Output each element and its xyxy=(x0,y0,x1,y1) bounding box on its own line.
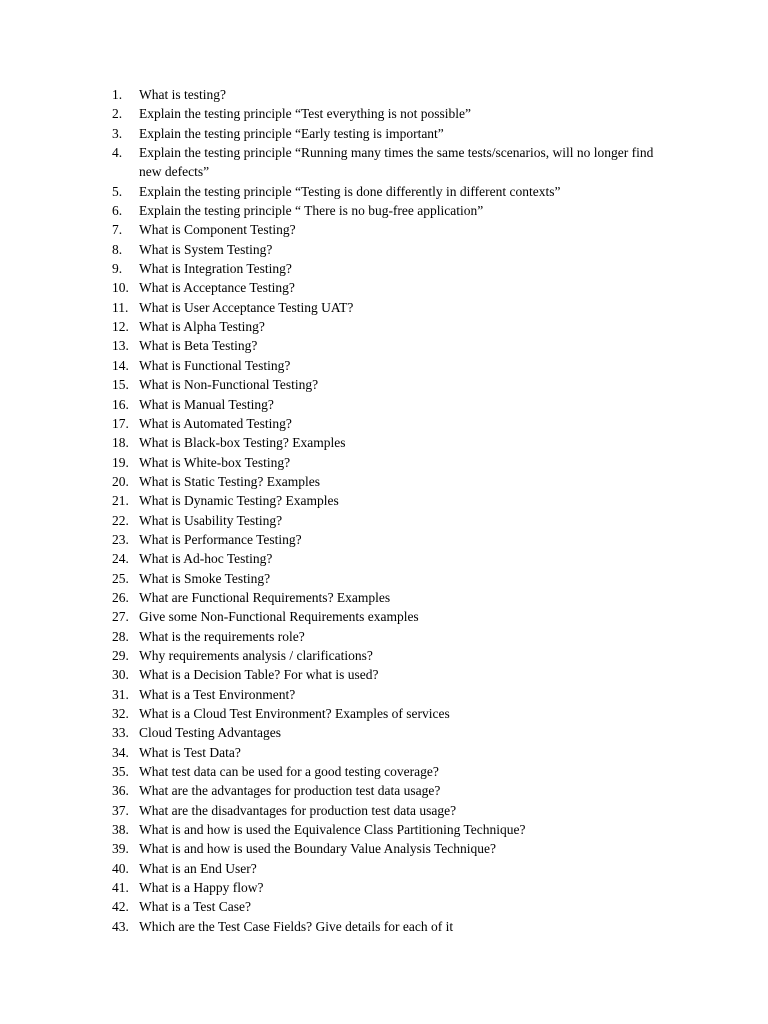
question-text: What is and how is used the Equivalence Class Partitioning Technique? xyxy=(139,822,526,838)
question-text: Explain the testing principle “Testing is done differently in different contexts” xyxy=(139,183,561,199)
question-number: 21. xyxy=(112,493,129,509)
question-text: What is Black-box Testing? Examples xyxy=(139,435,346,451)
question-item xyxy=(112,298,672,317)
question-item xyxy=(112,820,672,839)
question-number: 35. xyxy=(112,764,129,780)
question-text: What is a Cloud Test Environment? Examples of services xyxy=(139,706,450,721)
question-number: 30. xyxy=(112,667,129,683)
question-text: What is Manual Testing? xyxy=(139,396,274,412)
question-item xyxy=(112,414,672,433)
question-number: 22. xyxy=(112,512,129,528)
question-number: 37. xyxy=(112,802,129,818)
question-text: What are the disadvantages for production test data usage? xyxy=(139,802,457,818)
question-item xyxy=(112,220,672,239)
question-item xyxy=(112,897,672,916)
question-text: What is Test Data? xyxy=(139,744,241,760)
question-list xyxy=(112,85,672,936)
question-text: What is Automated Testing? xyxy=(139,415,292,431)
question-item xyxy=(112,259,672,278)
question-number: 42. xyxy=(112,899,129,915)
question-number: 19. xyxy=(112,454,129,470)
question-item xyxy=(112,472,672,491)
question-item xyxy=(112,85,672,104)
question-item xyxy=(112,627,672,646)
question-item xyxy=(112,607,672,626)
question-text: What is User Acceptance Testing UAT? xyxy=(139,299,354,315)
question-text: What is a Decision Table? For what is used? xyxy=(139,667,379,683)
question-item xyxy=(112,646,672,665)
question-text: What is Acceptance Testing? xyxy=(139,280,295,296)
question-text: What is Ad-hoc Testing? xyxy=(139,551,273,567)
question-text: What is Integration Testing? xyxy=(139,261,292,277)
question-item xyxy=(112,278,672,297)
question-item xyxy=(112,801,672,820)
question-text: What test data can be used for a good testing coverage? xyxy=(139,764,439,780)
question-number: 6. xyxy=(112,203,123,219)
question-item xyxy=(112,839,672,858)
question-text: Explain the testing principle “Early testing is important” xyxy=(139,125,444,141)
question-number: 38. xyxy=(112,822,129,838)
question-number: 16. xyxy=(112,396,129,412)
question-text: What is a Test Case? xyxy=(139,899,252,915)
question-number: 40. xyxy=(112,860,129,876)
question-number: 18. xyxy=(112,435,129,451)
question-item xyxy=(112,143,672,182)
question-number: 4. xyxy=(112,145,123,161)
question-number: 14. xyxy=(112,357,129,373)
question-text: Cloud Testing Advantages xyxy=(139,725,282,741)
question-item xyxy=(112,549,672,568)
question-number: 7. xyxy=(112,222,123,238)
question-number: 13. xyxy=(112,338,129,354)
question-number: 10. xyxy=(112,280,129,296)
question-item xyxy=(112,665,672,684)
question-number: 23. xyxy=(112,531,129,547)
question-text: What are the advantages for production test data usage? xyxy=(139,783,441,799)
question-item xyxy=(112,762,672,781)
question-item xyxy=(112,491,672,510)
question-text: What is the requirements role? xyxy=(139,628,305,644)
question-text: What is System Testing? xyxy=(139,241,273,257)
question-number: 28. xyxy=(112,628,129,644)
question-number: 5. xyxy=(112,183,123,199)
question-number: 3. xyxy=(112,125,123,141)
question-number: 43. xyxy=(112,918,129,934)
question-item xyxy=(112,530,672,549)
question-text: Explain the testing principle “Running many times the same tests/scenarios, will no longer find new defects” xyxy=(139,145,654,180)
question-number: 27. xyxy=(112,609,129,625)
question-number: 17. xyxy=(112,415,129,431)
question-number: 41. xyxy=(112,880,129,896)
question-number: 34. xyxy=(112,744,129,760)
question-item xyxy=(112,182,672,201)
question-text: What is a Happy flow? xyxy=(139,880,264,896)
question-number: 31. xyxy=(112,686,129,702)
question-item xyxy=(112,743,672,762)
question-number: 25. xyxy=(112,570,129,586)
question-item xyxy=(112,859,672,878)
question-number: 1. xyxy=(112,87,123,102)
question-number: 32. xyxy=(112,706,129,721)
question-item xyxy=(112,878,672,897)
question-text: What are Functional Requirements? Examples xyxy=(139,589,391,605)
question-item xyxy=(112,433,672,452)
question-text: Give some Non-Functional Requirements examples xyxy=(139,609,419,625)
question-number: 15. xyxy=(112,377,129,393)
question-text: What is Component Testing? xyxy=(139,222,296,238)
question-text: What is Alpha Testing? xyxy=(139,319,265,335)
question-text: What is Functional Testing? xyxy=(139,357,291,373)
question-text: What is Smoke Testing? xyxy=(139,570,271,586)
question-item xyxy=(112,317,672,336)
question-text: Explain the testing principle “ There is no bug-free application” xyxy=(139,203,484,219)
question-number: 11. xyxy=(112,299,129,315)
question-item xyxy=(112,588,672,607)
question-item xyxy=(112,356,672,375)
question-number: 39. xyxy=(112,841,129,857)
question-item xyxy=(112,375,672,394)
question-number: 36. xyxy=(112,783,129,799)
question-item xyxy=(112,453,672,472)
question-text: Why requirements analysis / clarifications? xyxy=(139,647,373,663)
question-text: Which are the Test Case Fields? Give details for each of it xyxy=(139,918,454,934)
question-item xyxy=(112,124,672,143)
question-item xyxy=(112,240,672,259)
question-item xyxy=(112,395,672,414)
question-item xyxy=(112,104,672,123)
question-number: 26. xyxy=(112,589,129,605)
question-number: 8. xyxy=(112,241,123,257)
question-text: Explain the testing principle “Test everything is not possible” xyxy=(139,106,471,122)
question-text: What is Dynamic Testing? Examples xyxy=(139,493,339,509)
question-number: 29. xyxy=(112,647,129,663)
question-item xyxy=(112,336,672,355)
question-item xyxy=(112,704,672,723)
question-number: 24. xyxy=(112,551,129,567)
question-number: 33. xyxy=(112,725,129,741)
question-text: What is Usability Testing? xyxy=(139,512,283,528)
question-text: What is White-box Testing? xyxy=(139,454,291,470)
question-item xyxy=(112,917,672,936)
question-number: 2. xyxy=(112,106,123,122)
question-item xyxy=(112,511,672,530)
question-text: What is a Test Environment? xyxy=(139,686,296,702)
question-text: What is an End User? xyxy=(139,860,257,876)
question-number: 20. xyxy=(112,473,129,489)
question-text: What is Static Testing? Examples xyxy=(139,473,321,489)
question-item xyxy=(112,569,672,588)
question-item xyxy=(112,685,672,704)
question-text: What is Beta Testing? xyxy=(139,338,258,354)
question-item xyxy=(112,723,672,742)
question-text: What is Non-Functional Testing? xyxy=(139,377,319,393)
question-item xyxy=(112,201,672,220)
question-text: What is Performance Testing? xyxy=(139,531,302,547)
question-item xyxy=(112,781,672,800)
question-number: 9. xyxy=(112,261,123,277)
question-text: What is testing? xyxy=(139,87,226,102)
question-text: What is and how is used the Boundary Value Analysis Technique? xyxy=(139,841,496,857)
question-number: 12. xyxy=(112,319,129,335)
